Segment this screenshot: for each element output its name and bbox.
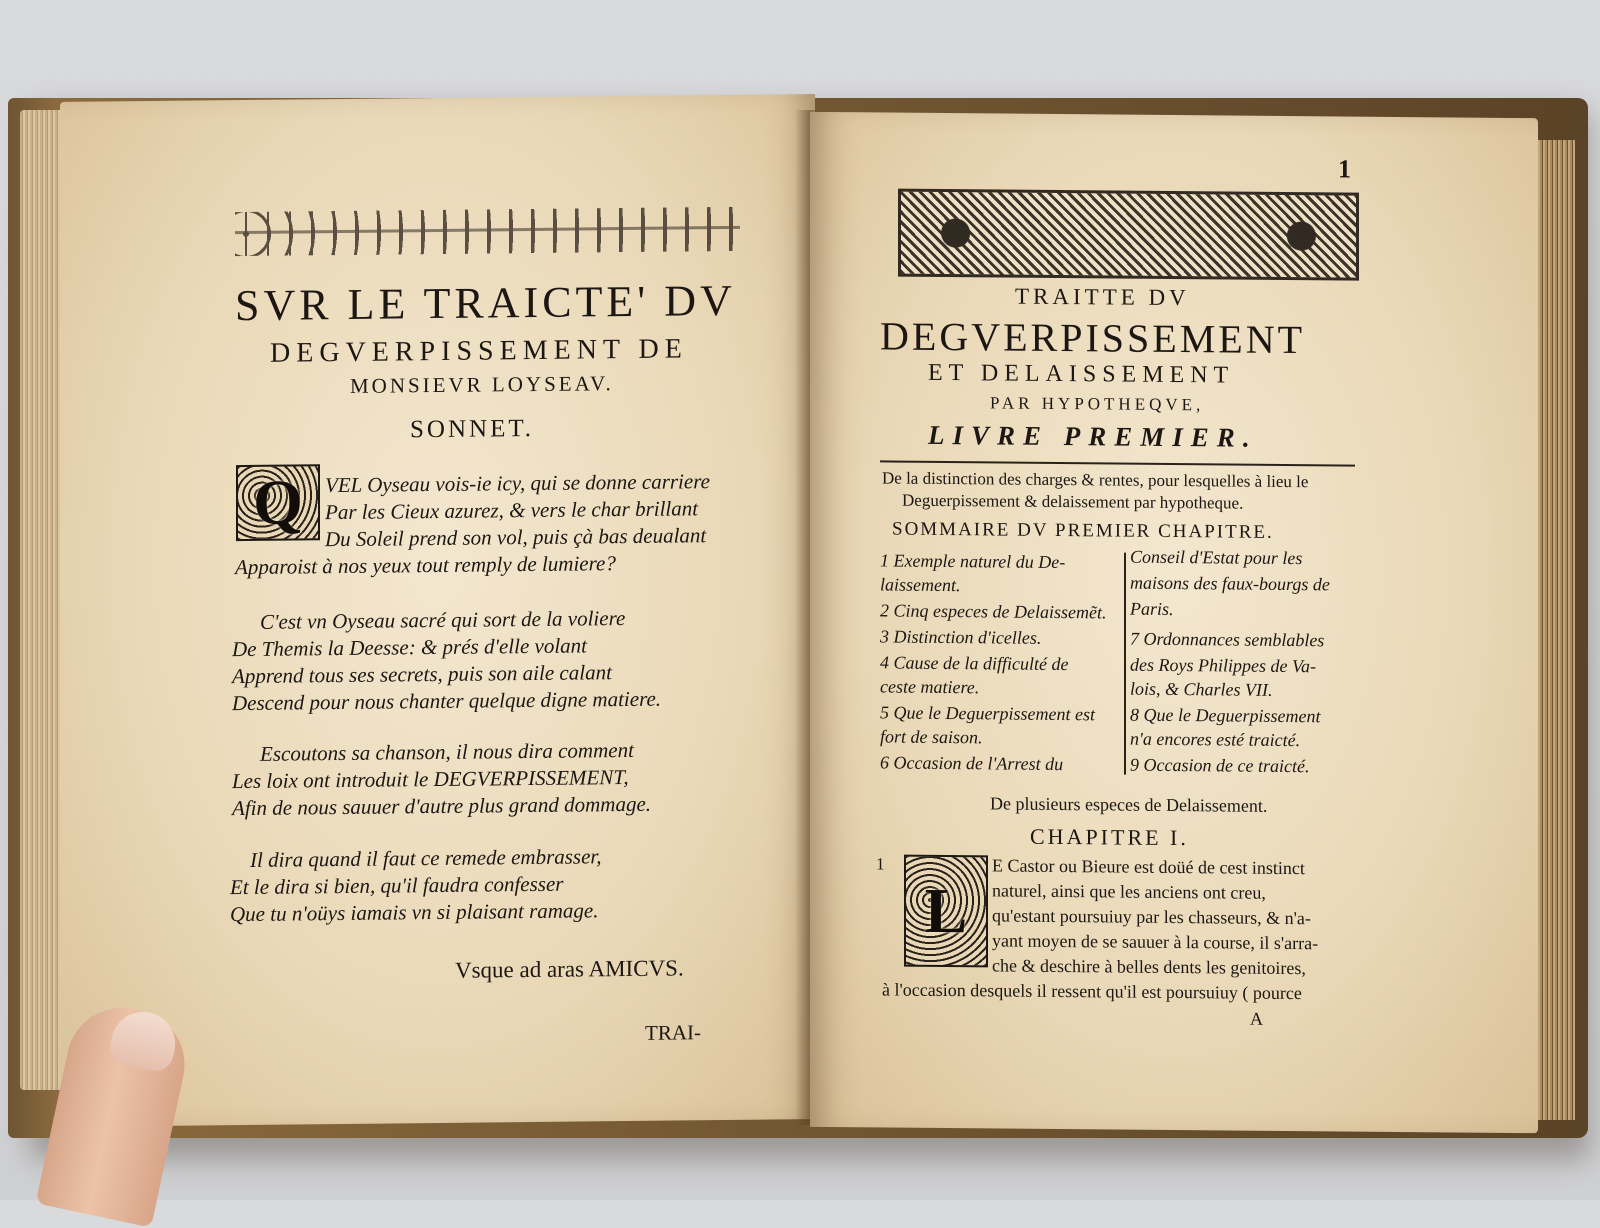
summary-item: 2 Cinq especes de Delaissemẽt. — [880, 600, 1107, 623]
ornamental-dropcap-q — [236, 464, 320, 541]
verse-line: Il dira quand il faut ce remede embrasser, — [250, 844, 602, 872]
body-line: qu'estant poursuiuy par les chasseurs, & n'a- — [992, 905, 1311, 929]
summary-item: 3 Distinction d'icelles. — [880, 626, 1042, 648]
summary-item: maisons des faux-bourgs de — [1130, 572, 1330, 595]
summary-item: Conseil d'Estat pour les — [1130, 546, 1303, 569]
summary-item: fort de saison. — [880, 726, 983, 748]
verse-line: Que tu n'oüys iamais vn si plaisant ramage. — [230, 898, 599, 927]
right-title-line2: DEGVERPISSEMENT — [880, 313, 1306, 363]
summary-item: des Roys Philippes de Va- — [1130, 654, 1316, 677]
left-title-line2: DEGVERPISSEMENT DE — [270, 333, 688, 369]
summary-item: ceste matiere. — [880, 676, 980, 698]
verse-line: VEL Oyseau vois-ie icy, qui se donne carriere — [325, 469, 710, 498]
ornamental-dropcap-l — [904, 855, 988, 968]
summary-item: Paris. — [1130, 598, 1174, 619]
right-page — [810, 112, 1538, 1133]
summary-item: n'a encores esté traicté. — [1130, 728, 1301, 751]
left-title-line3: MONSIEVR LOYSEAV. — [350, 371, 614, 398]
body-line: E Castor ou Bieure est doüé de cest instinct — [992, 855, 1305, 879]
left-page — [60, 94, 815, 1127]
signature-amicus: Vsque ad aras AMICVS. — [455, 955, 684, 983]
dropcap-letter: Q — [253, 466, 303, 538]
right-title-line1: TRAITTE DV — [1015, 283, 1190, 311]
verse-line: Descend pour nous chanter quelque digne matiere. — [232, 686, 662, 716]
summary-column-divider — [1124, 553, 1126, 775]
chapter-subject-line1: De la distinction des charges & rentes, pour lesquelles à lieu le — [882, 468, 1309, 492]
summary-item: 1 Exemple naturel du De- — [880, 550, 1066, 573]
right-title-line4: PAR HYPOTHEQVE, — [990, 393, 1205, 415]
left-title-line1: SVR LE TRAICTE' DV — [235, 275, 736, 331]
summary-item: 8 Que le Deguerpissement — [1130, 704, 1321, 727]
verse-line: Du Soleil prend son vol, puis çà bas deualant — [325, 523, 707, 552]
summary-item: laissement. — [880, 574, 961, 596]
body-line: yant moyen de se sauuer à la course, il s'arra- — [992, 930, 1319, 954]
dropcap-letter: L — [924, 874, 968, 947]
verse-line: Apparoist à nos yeux tout remply de lumiere? — [235, 551, 616, 580]
summary-item: 6 Occasion de l'Arrest du — [880, 752, 1064, 775]
verse-line: Par les Cieux azurez, & vers le char brillant — [325, 496, 699, 525]
summary-item: lois, & Charles VII. — [1130, 678, 1273, 700]
title-rule — [880, 460, 1355, 466]
woodcut-headpiece-ornament — [898, 189, 1359, 281]
verse-line: Et le dira si bien, qu'il faudra confesser — [230, 871, 564, 900]
verse-line: Escoutons sa chanson, il nous dira comment — [260, 737, 634, 766]
body-line: naturel, ainsi que les anciens ont creu, — [992, 880, 1266, 903]
verse-line: C'est vn Oyseau sacré qui sort de la voliere — [260, 606, 626, 634]
chapter-heading: CHAPITRE I. — [1030, 823, 1189, 851]
sommaire-heading: SOMMAIRE DV PREMIER CHAPITRE. — [892, 518, 1274, 543]
right-title-livre: LIVRE PREMIER. — [928, 419, 1258, 453]
margin-number: 1 — [876, 854, 885, 874]
catchword: TRAI- — [645, 1020, 701, 1045]
signature-mark: A — [1250, 1008, 1263, 1029]
verse-line: Apprend tous ses secrets, puis son aile calant — [232, 660, 612, 689]
summary-item: 9 Occasion de ce traicté. — [1130, 754, 1310, 777]
folio-number: 1 — [1338, 154, 1351, 184]
left-heading-sonnet: SONNET. — [410, 414, 535, 444]
summary-item: 4 Cause de la difficulté de — [880, 652, 1069, 675]
verse-line: Afin de nous sauuer d'autre plus grand dommage. — [232, 791, 652, 821]
verse-line: De Themis la Deesse: & prés d'elle volant — [232, 633, 588, 662]
summary-item: 7 Ordonnances semblables — [1130, 628, 1325, 651]
body-line: che & deschire à belles dents les genitoires, — [992, 955, 1306, 979]
fleuron-ornament-band — [235, 207, 740, 256]
chapter-subject-line2: Deguerpissement & delaissement par hypotheque. — [902, 490, 1244, 513]
verse-line: Les loix ont introduit le DEGVERPISSEMENT, — [232, 764, 629, 794]
body-line: à l'occasion desquels il ressent qu'il est poursuiuy ( pource — [882, 979, 1302, 1004]
section-subtitle: De plusieurs especes de Delaissement. — [990, 793, 1268, 816]
summary-item: 5 Que le Deguerpissement est — [880, 702, 1095, 725]
right-title-line3: ET DELAISSEMENT — [928, 359, 1235, 389]
